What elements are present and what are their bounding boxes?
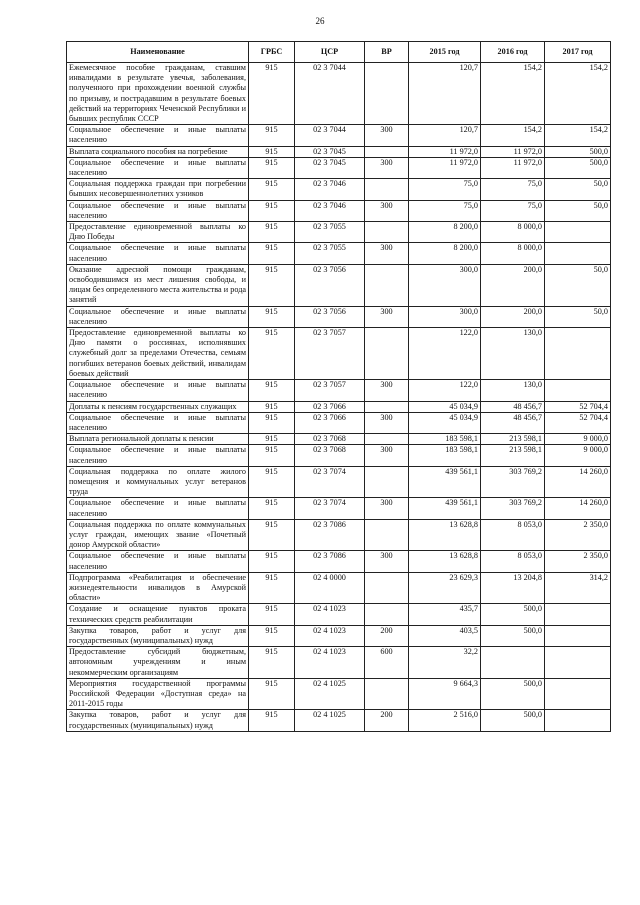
table-row [67,146,611,157]
table-row [67,498,611,519]
cell-2017: 9 000,0 [545,445,611,466]
cell-name: Оказание адресной помощи гражданам, освободившимся из мест лишения свободы, и лицам без определенного места жительства и рода занятий [67,264,249,306]
cell-csr: 02 3 7068 [295,445,365,466]
cell-2015: 75,0 [409,200,481,221]
cell-2015: 183 598,1 [409,445,481,466]
cell-2016: 75,0 [481,179,545,200]
cell-2016: 200,0 [481,306,545,327]
cell-csr: 02 3 7066 [295,412,365,433]
cell-vr: 300 [365,380,409,401]
table-row [67,466,611,498]
cell-2017: 2 350,0 [545,519,611,551]
cell-2015: 11 972,0 [409,157,481,178]
cell-2016: 13 204,8 [481,572,545,604]
cell-2017 [545,243,611,264]
header-2017: 2017 год [545,42,611,63]
table-body [67,63,611,732]
cell-2015: 435,7 [409,604,481,625]
cell-2015: 13 628,8 [409,551,481,572]
cell-2015: 9 664,3 [409,678,481,710]
cell-grbs: 915 [249,572,295,604]
cell-name: Создание и оснащение пунктов проката технических средств реабилитации [67,604,249,625]
cell-csr: 02 3 7045 [295,157,365,178]
cell-2015: 439 561,1 [409,466,481,498]
cell-2017 [545,647,611,679]
cell-name: Социальное обеспечение и иные выплаты населению [67,125,249,146]
cell-grbs: 915 [249,157,295,178]
cell-name: Предоставление субсидий бюджетным, автономным учреждениям и иным некоммерческим организациям [67,647,249,679]
cell-vr: 300 [365,306,409,327]
cell-name: Предоставление единовременной выплаты ко Дню памяти о россиянах, исполнявших служебный долг за пределами Отечества, семьям погибших ветеранов боевых действий, инвалидам боевых действий [67,328,249,380]
cell-2016: 303 769,2 [481,466,545,498]
cell-grbs: 915 [249,200,295,221]
page-number: 26 [315,16,325,26]
cell-csr: 02 3 7057 [295,380,365,401]
cell-2015: 11 972,0 [409,146,481,157]
cell-name: Социальное обеспечение и иные выплаты населению [67,380,249,401]
cell-2017: 154,2 [545,125,611,146]
table-row [67,412,611,433]
cell-vr [365,519,409,551]
cell-2017: 14 260,0 [545,466,611,498]
cell-grbs: 915 [249,678,295,710]
cell-csr: 02 3 7057 [295,328,365,380]
cell-2016: 154,2 [481,63,545,125]
cell-name: Закупка товаров, работ и услуг для государственных (муниципальных) нужд [67,710,249,731]
cell-name: Социальная поддержка по оплате жилого помещения и коммунальных услуг ветеранов труда [67,466,249,498]
cell-name: Социальное обеспечение и иные выплаты населению [67,412,249,433]
cell-vr [365,328,409,380]
cell-2016: 48 456,7 [481,401,545,412]
table-row [67,604,611,625]
cell-csr: 02 4 1023 [295,604,365,625]
cell-grbs: 915 [249,412,295,433]
cell-name: Подпрограмма «Реабилитация и обеспечение жизнедеятельности инвалидов в Амурской области» [67,572,249,604]
cell-2015: 122,0 [409,328,481,380]
cell-2017: 50,0 [545,179,611,200]
table-row [67,264,611,306]
cell-name: Социальное обеспечение и иные выплаты населению [67,551,249,572]
table-row [67,519,611,551]
cell-2015: 120,7 [409,63,481,125]
cell-grbs: 915 [249,519,295,551]
cell-2017 [545,678,611,710]
cell-2017: 50,0 [545,306,611,327]
cell-grbs: 915 [249,401,295,412]
cell-csr: 02 3 7045 [295,146,365,157]
cell-grbs: 915 [249,380,295,401]
cell-2017: 52 704,4 [545,401,611,412]
cell-grbs: 915 [249,328,295,380]
cell-2017: 50,0 [545,264,611,306]
cell-vr [365,434,409,445]
cell-2016: 8 053,0 [481,551,545,572]
table-row [67,678,611,710]
cell-2015: 45 034,9 [409,401,481,412]
cell-2017: 154,2 [545,63,611,125]
cell-grbs: 915 [249,264,295,306]
table-row [67,179,611,200]
cell-2016: 200,0 [481,264,545,306]
cell-2017: 314,2 [545,572,611,604]
cell-name: Выплата региональной доплаты к пенсии [67,434,249,445]
cell-name: Социальное обеспечение и иные выплаты населению [67,157,249,178]
header-grbs: ГРБС [249,42,295,63]
cell-2015: 183 598,1 [409,434,481,445]
table-row [67,157,611,178]
cell-grbs: 915 [249,434,295,445]
cell-vr: 300 [365,551,409,572]
cell-name: Предоставление единовременной выплаты ко Дню Победы [67,222,249,243]
table-row [67,434,611,445]
cell-csr: 02 3 7074 [295,498,365,519]
cell-vr: 300 [365,498,409,519]
cell-2016: 500,0 [481,710,545,731]
cell-vr: 300 [365,200,409,221]
cell-name: Социальное обеспечение и иные выплаты населению [67,200,249,221]
table-row [67,445,611,466]
cell-vr [365,466,409,498]
cell-2017 [545,710,611,731]
table-row [67,710,611,731]
cell-2017: 14 260,0 [545,498,611,519]
cell-2017: 9 000,0 [545,434,611,445]
cell-vr: 300 [365,412,409,433]
table-row [67,200,611,221]
cell-2016: 11 972,0 [481,146,545,157]
cell-csr: 02 3 7068 [295,434,365,445]
cell-vr: 300 [365,445,409,466]
cell-grbs: 915 [249,179,295,200]
cell-vr [365,264,409,306]
cell-vr [365,63,409,125]
cell-name: Мероприятия государственной программы Российской Федерации «Доступная среда» на 2011-2015 годы [67,678,249,710]
cell-grbs: 915 [249,222,295,243]
cell-vr [365,604,409,625]
cell-csr: 02 3 7046 [295,179,365,200]
cell-2015: 122,0 [409,380,481,401]
cell-2016: 48 456,7 [481,412,545,433]
table-row [67,551,611,572]
cell-name: Социальное обеспечение и иные выплаты населению [67,445,249,466]
cell-2017 [545,625,611,646]
cell-name: Доплаты к пенсиям государственных служащих [67,401,249,412]
cell-csr: 02 4 1025 [295,678,365,710]
cell-2016: 8 000,0 [481,222,545,243]
cell-2016: 75,0 [481,200,545,221]
cell-vr [365,146,409,157]
header-2015: 2015 год [409,42,481,63]
cell-grbs: 915 [249,146,295,157]
cell-2015: 300,0 [409,264,481,306]
cell-grbs: 915 [249,243,295,264]
cell-2016: 154,2 [481,125,545,146]
table-row [67,380,611,401]
cell-csr: 02 3 7074 [295,466,365,498]
cell-2015: 32,2 [409,647,481,679]
cell-2015: 45 034,9 [409,412,481,433]
table-row [67,625,611,646]
cell-2017: 500,0 [545,157,611,178]
cell-csr: 02 3 7046 [295,200,365,221]
cell-2017: 50,0 [545,200,611,221]
cell-csr: 02 3 7055 [295,243,365,264]
cell-2015: 403,5 [409,625,481,646]
cell-csr: 02 4 0000 [295,572,365,604]
cell-2017: 500,0 [545,146,611,157]
table-row [67,125,611,146]
cell-grbs: 915 [249,466,295,498]
header-vr: ВР [365,42,409,63]
cell-grbs: 915 [249,604,295,625]
cell-2015: 2 516,0 [409,710,481,731]
cell-2016: 130,0 [481,328,545,380]
budget-table [66,41,611,732]
cell-2016 [481,647,545,679]
cell-csr: 02 4 1023 [295,625,365,646]
cell-2016: 500,0 [481,604,545,625]
cell-2016: 11 972,0 [481,157,545,178]
cell-grbs: 915 [249,647,295,679]
cell-2015: 439 561,1 [409,498,481,519]
cell-vr [365,401,409,412]
cell-csr: 02 3 7056 [295,264,365,306]
cell-name: Ежемесячное пособие гражданам, ставшим инвалидами в результате увечья, заболевания, полученного при прохождении военной службы по призыву, и пострадавшим в результате боевых действий на территориях Чеченской Республики и бывших республик СССР [67,63,249,125]
cell-2017 [545,222,611,243]
cell-grbs: 915 [249,63,295,125]
table-row [67,647,611,679]
table-row [67,63,611,125]
cell-2015: 75,0 [409,179,481,200]
cell-vr: 200 [365,710,409,731]
cell-name: Закупка товаров, работ и услуг для государственных (муниципальных) нужд [67,625,249,646]
cell-csr: 02 3 7056 [295,306,365,327]
cell-2016: 303 769,2 [481,498,545,519]
cell-csr: 02 4 1023 [295,647,365,679]
cell-vr: 300 [365,157,409,178]
cell-grbs: 915 [249,445,295,466]
cell-vr [365,678,409,710]
cell-2017: 2 350,0 [545,551,611,572]
cell-2016: 8 053,0 [481,519,545,551]
cell-grbs: 915 [249,306,295,327]
header-2016: 2016 год [481,42,545,63]
cell-csr: 02 3 7086 [295,519,365,551]
cell-vr [365,179,409,200]
cell-csr: 02 3 7044 [295,125,365,146]
cell-2017 [545,604,611,625]
table-row [67,572,611,604]
cell-name: Социальное обеспечение и иные выплаты населению [67,306,249,327]
cell-vr: 200 [365,625,409,646]
cell-2015: 8 200,0 [409,222,481,243]
cell-name: Социальное обеспечение и иные выплаты населению [67,243,249,264]
cell-grbs: 915 [249,125,295,146]
cell-vr: 300 [365,243,409,264]
cell-2017 [545,380,611,401]
cell-grbs: 915 [249,625,295,646]
header-name: Наименование [67,42,249,63]
cell-2016: 500,0 [481,625,545,646]
cell-csr: 02 3 7086 [295,551,365,572]
cell-2016: 213 598,1 [481,434,545,445]
cell-2016: 213 598,1 [481,445,545,466]
cell-csr: 02 3 7044 [295,63,365,125]
table-row [67,328,611,380]
cell-grbs: 915 [249,498,295,519]
cell-2015: 120,7 [409,125,481,146]
cell-vr [365,222,409,243]
cell-csr: 02 3 7055 [295,222,365,243]
cell-name: Социальная поддержка по оплате коммунальных услуг граждан, имеющих звание «Почетный донор Амурской области» [67,519,249,551]
cell-2017 [545,328,611,380]
cell-2016: 130,0 [481,380,545,401]
cell-2015: 8 200,0 [409,243,481,264]
table-row [67,306,611,327]
cell-2017: 52 704,4 [545,412,611,433]
cell-name: Социальная поддержка граждан при погребении бывших несовершеннолетних узников [67,179,249,200]
cell-2015: 23 629,3 [409,572,481,604]
cell-vr: 600 [365,647,409,679]
cell-2016: 500,0 [481,678,545,710]
cell-2015: 300,0 [409,306,481,327]
table-row [67,222,611,243]
cell-csr: 02 4 1025 [295,710,365,731]
table-row [67,401,611,412]
cell-csr: 02 3 7066 [295,401,365,412]
cell-name: Выплата социального пособия на погребение [67,146,249,157]
table-row [67,243,611,264]
table-header [67,42,611,63]
cell-grbs: 915 [249,710,295,731]
cell-vr: 300 [365,125,409,146]
cell-2016: 8 000,0 [481,243,545,264]
cell-vr [365,572,409,604]
cell-name: Социальное обеспечение и иные выплаты населению [67,498,249,519]
cell-2015: 13 628,8 [409,519,481,551]
header-csr: ЦСР [295,42,365,63]
cell-grbs: 915 [249,551,295,572]
